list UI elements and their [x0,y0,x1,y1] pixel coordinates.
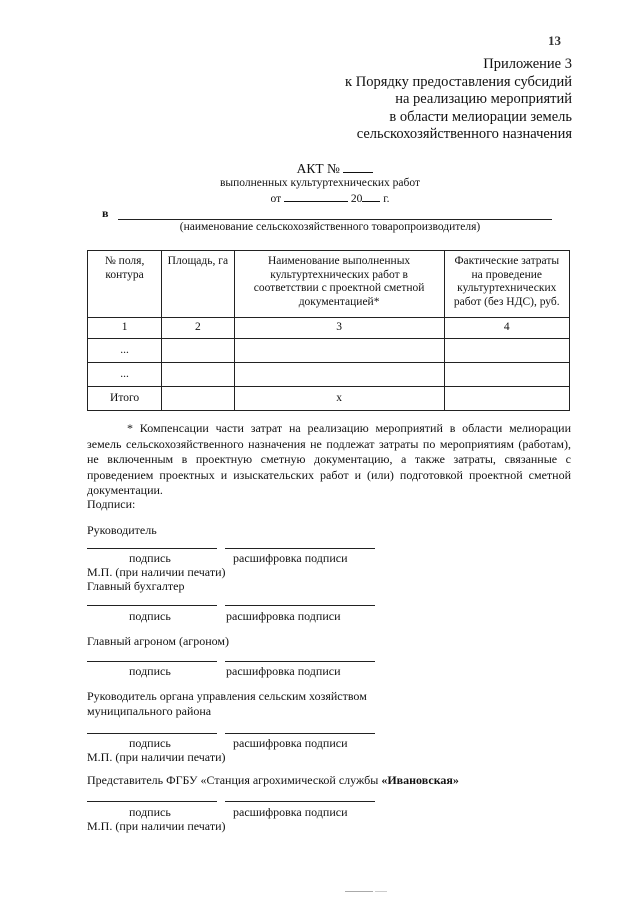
table-cell[interactable] [234,363,444,387]
date-day-month-field[interactable] [284,191,348,202]
table-cell[interactable] [444,339,569,363]
producer-caption: (наименование сельскохозяйственного товаропроизводителя) [179,221,481,233]
appendix-line: на реализацию мероприятий [395,91,572,107]
signature-line[interactable] [87,548,217,549]
column-number-row [88,318,570,339]
table-row [88,363,570,387]
signature-line[interactable] [87,733,217,734]
table-cell[interactable] [234,339,444,363]
header-work-name: Наименование выполненных культуртехнических работ в соответствии с проектной сметной документацией* [234,251,444,318]
signer-title-chief-agronomist: Главный агроном (агроном) [87,634,229,648]
signature-decode-caption: расшифровка подписи [233,736,348,750]
signer-title-line: Руководитель органа управления сельским хозяйством [87,689,367,703]
total-work-cell: x [234,387,444,411]
signature-decode-caption: расшифровка подписи [233,551,348,565]
table-cell[interactable]: ... [88,363,162,387]
signature-caption: подпись [129,551,171,565]
signature-decode-caption: расшифровка подписи [233,805,348,819]
column-number: 2 [162,318,234,339]
signature-decode-line[interactable] [225,801,375,802]
act-title-block [0,161,640,207]
stamp-note: М.П. (при наличии печати) [87,750,226,764]
signature-decode-line[interactable] [225,733,375,734]
signature-decode-caption: расшифровка подписи [226,609,341,623]
date-prefix: от [270,193,282,205]
organization-name: «Ивановская» [381,773,459,787]
signature-caption: подпись [129,805,171,819]
table-header-row [88,251,570,318]
signature-decode-caption: расшифровка подписи [226,664,341,678]
works-table [87,250,570,411]
table-cell[interactable]: ... [88,339,162,363]
signature-decode-line[interactable] [225,661,375,662]
signature-line[interactable] [87,605,217,606]
column-number: 4 [444,318,569,339]
signer-title-chief-accountant: Главный бухгалтер [87,579,185,593]
appendix-line: к Порядку предоставления субсидий [345,73,572,90]
signature-caption: подпись [129,736,171,750]
scan-artifact [375,891,387,892]
signer-title-director: Руководитель [87,523,157,537]
producer-prefix: в [102,206,109,220]
column-number: 3 [234,318,444,339]
total-area-cell[interactable] [162,387,234,411]
table-row [88,339,570,363]
signer-title-agriculture-head [87,689,367,719]
scan-artifact [345,891,373,892]
producer-name-field[interactable] [118,219,552,220]
signature-decode-line[interactable] [225,605,375,606]
footnote: * Компенсации части затрат на реализацию мероприятий в области мелиорации земель сельскохозяйственного назначения не подлежат затраты по мероприятиям (работам), не включенным в проектную сметную документацию, а также затраты, связанные с проведением проектных и изыскательских работ и (или) подготовкой проектной сметной документации. [87,421,571,497]
signature-caption: подпись [129,664,171,678]
act-date [0,191,640,207]
header-area: Площадь, га [162,251,234,318]
signature-line[interactable] [87,661,217,662]
date-year-field[interactable] [362,191,380,202]
header-field-number: № поля, контура [88,251,162,318]
appendix-header [252,56,572,144]
act-number-field[interactable] [343,162,373,173]
signer-title-fgbu-representative [87,773,459,788]
total-cost-cell[interactable] [444,387,569,411]
date-suffix: г. [383,193,390,205]
appendix-line: Приложение 3 [483,56,572,72]
total-label: Итого [88,387,162,411]
act-title [0,161,640,176]
signer-title-line: муниципального района [87,704,212,718]
table-cell[interactable] [162,363,234,387]
table-total-row [88,387,570,411]
column-number: 1 [88,318,162,339]
page-number: 13 [548,33,561,48]
table-cell[interactable] [444,363,569,387]
act-title-text: АКТ № [296,161,340,176]
signature-caption: подпись [129,609,171,623]
signatures-label: Подписи: [87,497,136,511]
stamp-note: М.П. (при наличии печати) [87,565,226,579]
date-year-prefix: 20 [350,193,363,205]
header-actual-costs: Фактические затраты на проведение культуртехнических работ (без НДС), руб. [444,251,569,318]
appendix-line: сельскохозяйственного назначения [356,126,572,142]
act-subtitle: выполненных культуртехнических работ [219,177,420,189]
signer-title-text: Представитель ФГБУ «Станция агрохимической службы [87,773,382,787]
signature-decode-line[interactable] [225,548,375,549]
table-cell[interactable] [162,339,234,363]
stamp-note: М.П. (при наличии печати) [87,819,226,833]
appendix-line: в области мелиорации земель [389,108,572,125]
signature-line[interactable] [87,801,217,802]
